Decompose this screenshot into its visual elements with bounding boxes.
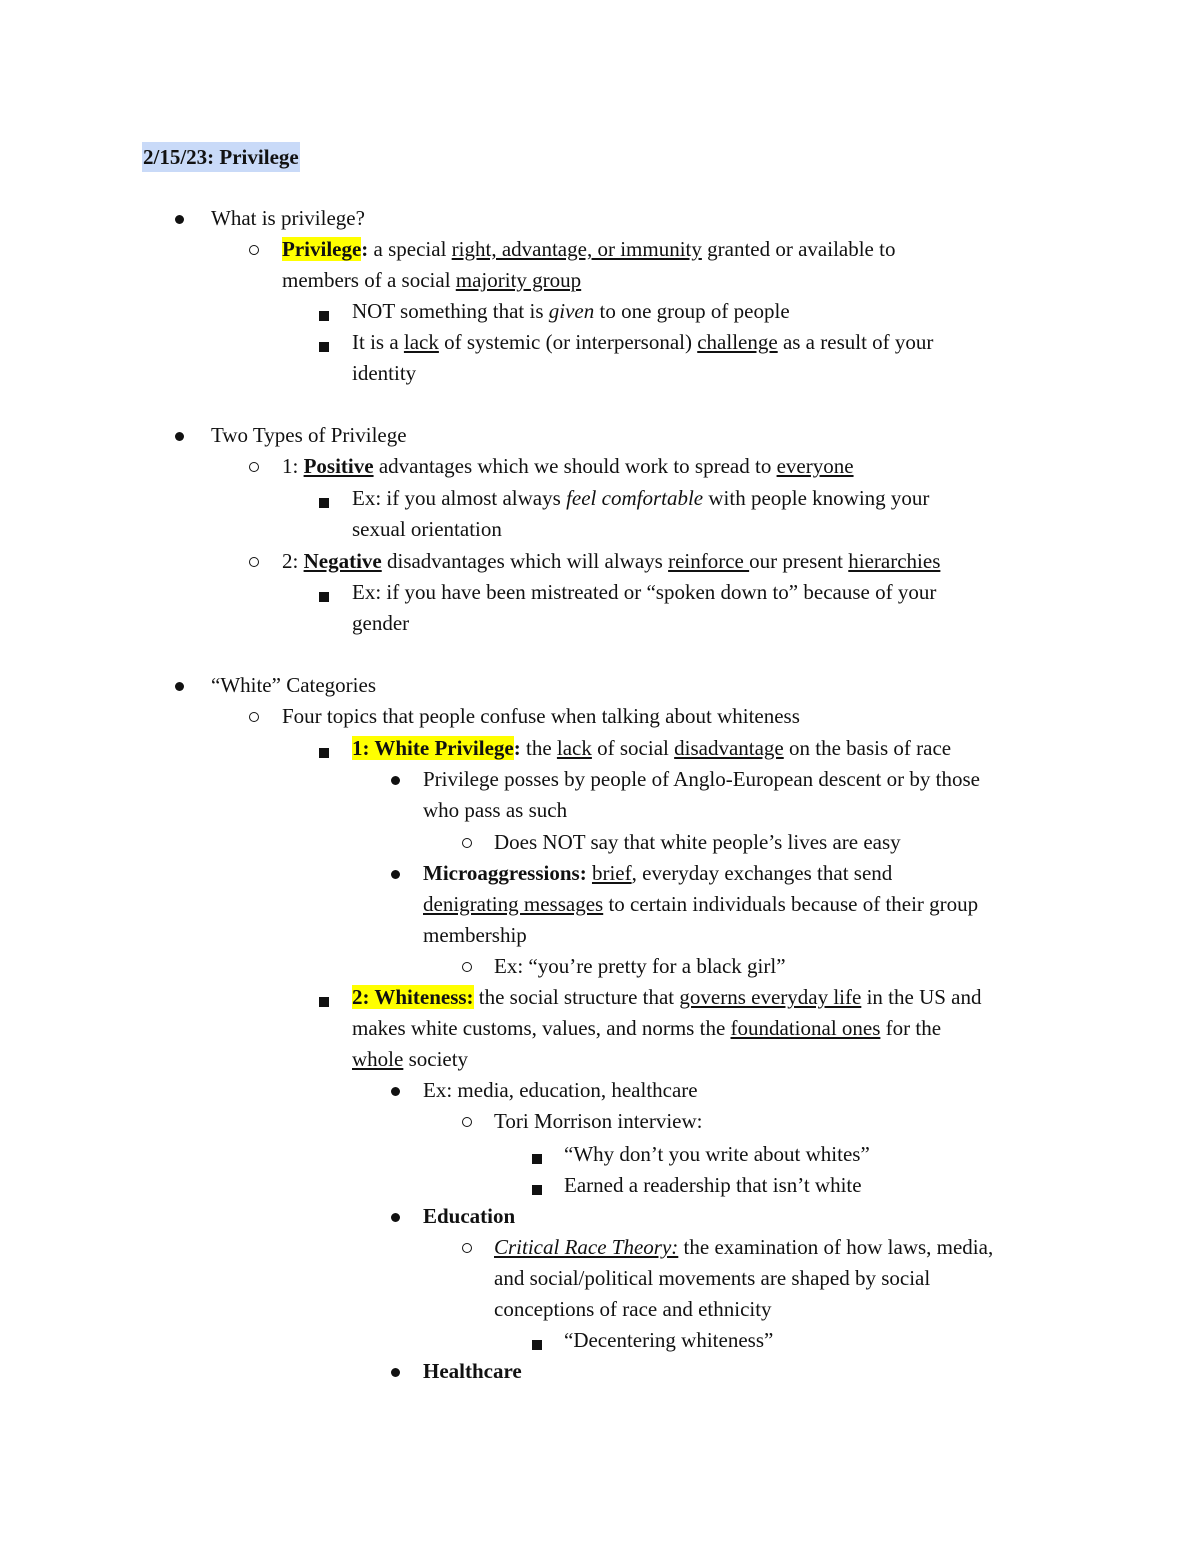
underlined-text: disadvantage <box>674 736 784 760</box>
underlined-text: right, advantage, or immunity <box>451 237 702 261</box>
list-item-what-is-privilege: What is privilege? <box>211 206 365 230</box>
text: for the <box>880 1016 942 1040</box>
circle-bullet-icon <box>462 1243 472 1253</box>
list-item-crt-line3: conceptions of race and ethnicity <box>494 1297 772 1321</box>
privilege-term: Privilege <box>282 237 362 261</box>
text: 2: <box>282 549 304 573</box>
list-item-readership: Earned a readership that isn’t white <box>564 1173 862 1197</box>
list-item-whiteness <box>352 982 981 1013</box>
square-bullet-icon <box>319 342 329 352</box>
list-item-anglo-european-line2: who pass as such <box>423 798 568 822</box>
list-item-four-topics: Four topics that people confuse when talking about whiteness <box>282 704 800 728</box>
text: a special <box>368 237 452 261</box>
underlined-text: foundational ones <box>730 1016 881 1040</box>
square-bullet-icon <box>319 311 329 321</box>
list-item-lack-of-challenge-line2: identity <box>352 361 417 385</box>
bullet-icon <box>175 432 184 441</box>
underlined-text: lack <box>403 330 439 354</box>
bullet-icon <box>175 215 184 224</box>
underlined-text: majority group <box>455 268 582 292</box>
positive-term: Positive <box>303 454 374 478</box>
text: as a result of your <box>777 330 934 354</box>
colon: : <box>361 237 369 261</box>
square-bullet-icon <box>319 748 329 758</box>
list-item-microaggressions-line2 <box>423 889 978 920</box>
list-item-white-categories: “White” Categories <box>211 673 377 697</box>
text: the examination of how laws, media, <box>678 1235 994 1259</box>
bullet-icon <box>175 682 184 691</box>
white-privilege-term: 1: White Privilege <box>352 736 514 760</box>
square-bullet-icon <box>532 1154 542 1164</box>
underlined-text: whole <box>352 1047 404 1071</box>
text: makes white customs, values, and norms the <box>352 1016 731 1040</box>
text: the social structure that <box>473 985 680 1009</box>
crt-term: Critical Race Theory: <box>494 1235 679 1259</box>
list-item-white-privilege <box>352 733 951 764</box>
text: , everyday exchanges that send <box>631 861 893 885</box>
text: granted or available to <box>701 237 896 261</box>
square-bullet-icon <box>319 997 329 1007</box>
underlined-text: governs everyday life <box>679 985 862 1009</box>
underlined-text: everyone <box>776 454 854 478</box>
list-item-education: Education <box>423 1204 516 1228</box>
list-item-positive <box>282 451 854 482</box>
circle-bullet-icon <box>249 712 259 722</box>
list-item-microaggressions-line3: membership <box>423 923 527 947</box>
list-item-anglo-european: Privilege posses by people of Anglo-European descent or by those <box>423 767 980 791</box>
list-item-not-given <box>352 296 790 327</box>
list-item-healthcare: Healthcare <box>423 1359 522 1383</box>
underlined-text: reinforce <box>668 549 750 573</box>
underlined-text: lack <box>556 736 592 760</box>
whiteness-term: 2: Whiteness: <box>352 985 474 1009</box>
list-item-negative <box>282 546 940 577</box>
list-item-negative-example-line2: gender <box>352 611 410 635</box>
list-item-crt <box>494 1232 993 1263</box>
list-item-two-types: Two Types of Privilege <box>211 423 407 447</box>
circle-bullet-icon <box>462 962 472 972</box>
text: Ex: if you almost always <box>352 486 567 510</box>
microaggressions-term: Microaggressions: <box>423 861 587 885</box>
circle-bullet-icon <box>249 557 259 567</box>
square-bullet-icon <box>532 1340 542 1350</box>
italic-text: given <box>548 299 595 323</box>
list-item-positive-example <box>352 483 929 514</box>
list-item-micro-example: Ex: “you’re pretty for a black girl” <box>494 954 786 978</box>
text: our present <box>749 549 849 573</box>
circle-bullet-icon <box>462 838 472 848</box>
circle-bullet-icon <box>249 245 259 255</box>
list-item-not-easy: Does NOT say that white people’s lives are easy <box>494 830 901 854</box>
text: of social <box>591 736 675 760</box>
list-item-interview: Tori Morrison interview: <box>494 1109 703 1133</box>
colon: : <box>513 736 521 760</box>
list-item-whiteness-line2 <box>352 1013 941 1044</box>
bullet-icon <box>391 776 400 785</box>
underlined-text: brief <box>591 861 632 885</box>
underlined-text: denigrating messages <box>423 892 604 916</box>
bullet-icon <box>391 870 400 879</box>
text: advantages which we should work to spread to <box>373 454 777 478</box>
square-bullet-icon <box>319 592 329 602</box>
text: It is a <box>352 330 404 354</box>
square-bullet-icon <box>532 1185 542 1195</box>
text: NOT something that is <box>352 299 549 323</box>
text: on the basis of race <box>783 736 952 760</box>
list-item-decentering: “Decentering whiteness” <box>564 1328 774 1352</box>
square-bullet-icon <box>319 498 329 508</box>
text: disadvantages which will always <box>381 549 669 573</box>
underlined-text: challenge <box>697 330 778 354</box>
text: 1: <box>282 454 304 478</box>
text: society <box>403 1047 469 1071</box>
list-item-media-education: Ex: media, education, healthcare <box>423 1078 698 1102</box>
bullet-icon <box>391 1368 400 1377</box>
circle-bullet-icon <box>249 462 259 472</box>
text: the <box>520 736 557 760</box>
negative-term: Negative <box>303 549 382 573</box>
list-item-microaggressions <box>423 858 892 889</box>
page-title: 2/15/23: Privilege <box>142 142 300 172</box>
underlined-text: hierarchies <box>848 549 941 573</box>
text: members of a social <box>282 268 456 292</box>
privilege-definition-line2 <box>282 265 581 296</box>
italic-text: feel comfortable <box>566 486 704 510</box>
text: of systemic (or interpersonal) <box>438 330 698 354</box>
bullet-icon <box>391 1087 400 1096</box>
list-item-lack-of-challenge <box>352 327 933 358</box>
privilege-definition <box>282 234 895 265</box>
list-item-crt-line2: and social/political movements are shaped by social <box>494 1266 931 1290</box>
list-item-positive-example-line2: sexual orientation <box>352 517 502 541</box>
list-item-quote-whites: “Why don’t you write about whites” <box>564 1142 870 1166</box>
circle-bullet-icon <box>462 1117 472 1127</box>
text: to certain individuals because of their group <box>603 892 979 916</box>
text: to one group of people <box>594 299 790 323</box>
list-item-whiteness-line3 <box>352 1044 468 1075</box>
text: in the US and <box>861 985 982 1009</box>
text: with people knowing your <box>703 486 930 510</box>
list-item-negative-example: Ex: if you have been mistreated or “spoken down to” because of your <box>352 580 937 604</box>
bullet-icon <box>391 1213 400 1222</box>
